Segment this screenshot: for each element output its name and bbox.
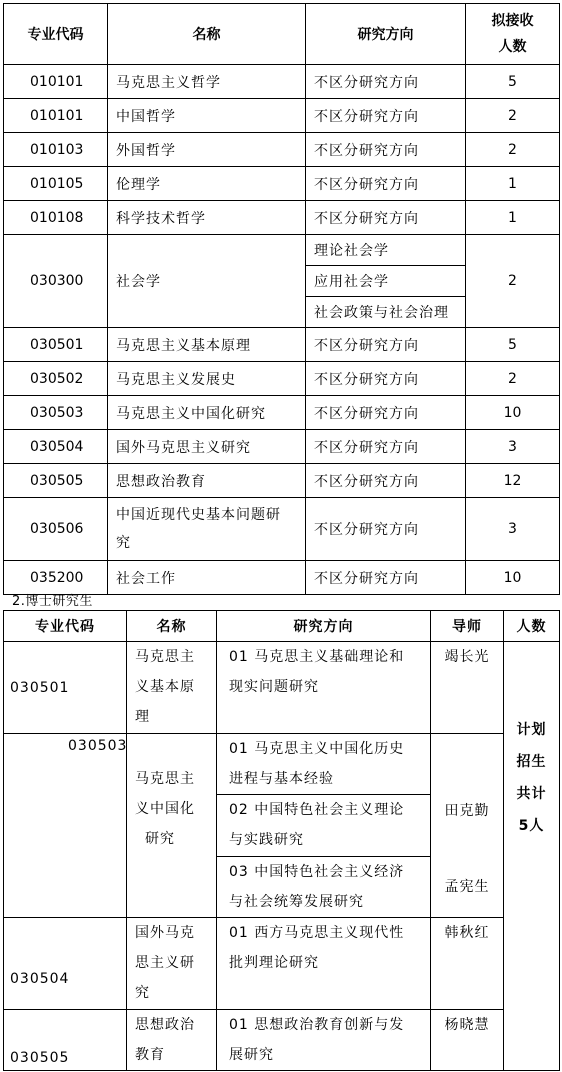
cell-direction: 不区分研究方向	[306, 99, 466, 133]
table-row	[4, 430, 560, 464]
cell-quota: 2	[466, 99, 560, 133]
cell-direction: 不区分研究方向	[306, 167, 466, 201]
cell-code: 010101	[4, 99, 108, 133]
cell-direction: 01 西方马克思主义现代性 批判理论研究	[217, 918, 431, 1010]
cell-name: 思想政治教育	[108, 464, 306, 498]
cell-quota: 12	[466, 464, 560, 498]
table-header-row	[4, 4, 560, 65]
cell-quota: 2	[466, 235, 560, 328]
cell-code: 030300	[4, 235, 108, 328]
table-row	[4, 464, 560, 498]
cell-direction: 01 思想政治教育创新与发 展研究	[217, 1010, 431, 1071]
cell-code: 030504	[4, 430, 108, 464]
cell-code: 030504	[4, 918, 127, 1010]
cell-name: 社会学	[108, 235, 306, 328]
cell-direction: 01 马克思主义基础理论和 现实问题研究	[217, 642, 431, 734]
cell-direction: 01 马克思主义中国化历史 进程与基本经验	[217, 734, 431, 795]
table-row	[4, 734, 560, 795]
header-advisor: 导师	[431, 611, 504, 642]
cell-name: 马克思主义基本原理	[108, 328, 306, 362]
cell-advisor: 杨晓慧	[431, 1010, 504, 1071]
cell-code: 030501	[4, 642, 127, 734]
cell-direction: 不区分研究方向	[306, 498, 466, 561]
cell-code: 030501	[4, 328, 108, 362]
cell-code: 030505	[4, 464, 108, 498]
phd-quota-table	[3, 610, 560, 1071]
cell-name: 科学技术哲学	[108, 201, 306, 235]
cell-quota: 3	[466, 498, 560, 561]
cell-direction: 应用社会学	[306, 266, 466, 297]
table-row	[4, 396, 560, 430]
cell-name: 马克思主义中国化研究	[108, 396, 306, 430]
cell-name: 国外马克思主义研究	[108, 430, 306, 464]
cell-direction: 不区分研究方向	[306, 65, 466, 99]
header-code: 专业代码	[4, 4, 108, 65]
table-row	[4, 65, 560, 99]
cell-direction: 不区分研究方向	[306, 396, 466, 430]
cell-quota: 5	[466, 328, 560, 362]
cell-quota: 2	[466, 133, 560, 167]
cell-name: 社会工作	[108, 561, 306, 595]
table-row-sociology	[4, 235, 560, 266]
cell-name: 中国哲学	[108, 99, 306, 133]
cell-name: 外国哲学	[108, 133, 306, 167]
table-row	[4, 328, 560, 362]
cell-code: 030503	[4, 734, 127, 918]
table-row	[4, 642, 560, 734]
cell-quota: 5	[466, 65, 560, 99]
cell-name: 伦理学	[108, 167, 306, 201]
cell-code: 030505	[4, 1010, 127, 1071]
cell-code: 010101	[4, 65, 108, 99]
table-row	[4, 133, 560, 167]
cell-direction: 03 中国特色社会主义经济 与社会统筹发展研究	[217, 857, 431, 918]
cell-name: 马克思主 义中国化 研究	[127, 734, 217, 918]
cell-name: 马克思主 义基本原 理	[127, 642, 217, 734]
table-header-row	[4, 611, 560, 642]
cell-direction: 不区分研究方向	[306, 464, 466, 498]
header-direction: 研究方向	[217, 611, 431, 642]
cell-code: 030502	[4, 362, 108, 396]
table-row	[4, 918, 560, 1010]
cell-code: 035200	[4, 561, 108, 595]
master-quota-table	[3, 3, 560, 595]
cell-direction: 理论社会学	[306, 235, 466, 266]
cell-advisor: 韩秋红	[431, 918, 504, 1010]
cell-direction: 不区分研究方向	[306, 328, 466, 362]
cell-count-note: 计划 招生 共计 5人	[504, 642, 560, 1071]
table-row	[4, 498, 560, 561]
header-code: 专业代码	[4, 611, 127, 642]
cell-name: 思想政治 教育	[127, 1010, 217, 1071]
cell-quota: 3	[466, 430, 560, 464]
header-name: 名称	[108, 4, 306, 65]
table-row	[4, 1010, 560, 1071]
cell-code: 010105	[4, 167, 108, 201]
cell-code: 010108	[4, 201, 108, 235]
cell-quota: 10	[466, 561, 560, 595]
cell-code: 030503	[4, 396, 108, 430]
cell-direction: 不区分研究方向	[306, 430, 466, 464]
header-count: 人数	[504, 611, 560, 642]
cell-advisor: 竭长光	[431, 642, 504, 734]
header-quota: 拟接收 人数	[466, 4, 560, 65]
cell-name: 马克思主义哲学	[108, 65, 306, 99]
cell-direction: 不区分研究方向	[306, 133, 466, 167]
cell-code: 030506	[4, 498, 108, 561]
header-name: 名称	[127, 611, 217, 642]
cell-direction: 社会政策与社会治理	[306, 297, 466, 328]
cell-direction: 不区分研究方向	[306, 561, 466, 595]
cell-quota: 1	[466, 167, 560, 201]
cell-quota: 10	[466, 396, 560, 430]
section-caption: 2.博士研究生	[12, 594, 93, 609]
cell-direction: 02 中国特色社会主义理论 与实践研究	[217, 795, 431, 857]
cell-advisor: 田克勤 孟宪生	[431, 734, 504, 918]
cell-name: 马克思主义发展史	[108, 362, 306, 396]
cell-code: 010103	[4, 133, 108, 167]
header-direction: 研究方向	[306, 4, 466, 65]
cell-name: 国外马克 思主义研 究	[127, 918, 217, 1010]
cell-direction: 不区分研究方向	[306, 362, 466, 396]
table-row	[4, 99, 560, 133]
table-row	[4, 167, 560, 201]
cell-direction: 不区分研究方向	[306, 201, 466, 235]
cell-name: 中国近现代史基本问题研 究	[108, 498, 306, 561]
table-row	[4, 362, 560, 396]
cell-quota: 1	[466, 201, 560, 235]
cell-quota: 2	[466, 362, 560, 396]
table-row	[4, 201, 560, 235]
